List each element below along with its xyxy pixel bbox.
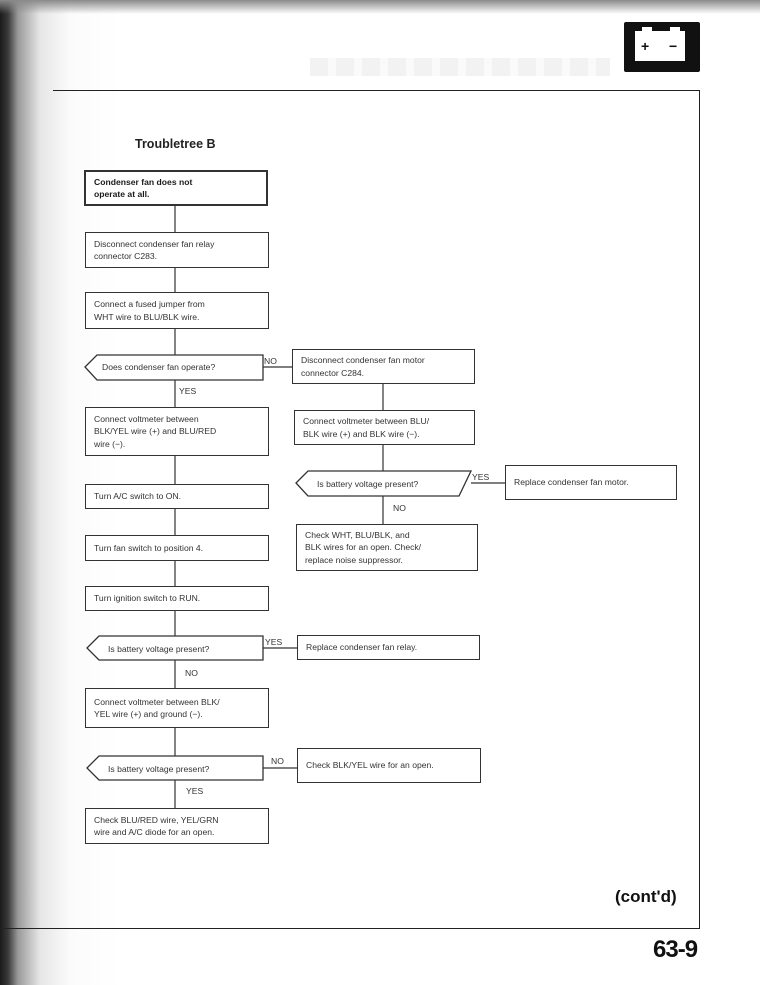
branch-label-no-battery-3: NO [393, 503, 406, 513]
start-symptom-text: Condenser fan does not operate at all. [94, 176, 193, 199]
step-connect-voltmeter-blkyel [85, 407, 269, 456]
step-turn-ignition-text: Turn ignition switch to RUN. [94, 593, 201, 604]
step-connect-jumper [85, 292, 269, 329]
step-turn-fan [85, 535, 269, 561]
step-turn-fan-text: Turn fan switch to position 4. [94, 542, 204, 553]
troubletree-title: Troubletree B [135, 137, 216, 151]
step-check-wht-text: Check WHT, BLU/BLK, and BLK wires for an open. Check/ replace noise suppressor. [305, 529, 422, 565]
step-check-blkyel [297, 748, 481, 783]
step-replace-relay-text: Replace condenser fan relay. [306, 642, 418, 653]
branch-label-yes-battery-3: YES [472, 472, 490, 482]
step-turn-ac [85, 484, 269, 509]
branch-label-no-fan: NO [264, 356, 277, 366]
question-battery-3: Is battery voltage present? [317, 479, 419, 489]
step-connect-voltmeter-ground-text: Connect voltmeter between BLK/ YEL wire (+) and ground (−). [94, 696, 220, 719]
step-connect-voltmeter-blkyel-text: Connect voltmeter between BLK/YEL wire (+) and BLU/RED wire (−). [94, 413, 217, 449]
branch-label-no-battery-1: NO [185, 668, 198, 678]
step-replace-relay [297, 635, 480, 660]
step-disconnect-motor-text: Disconnect condenser fan motor connector C284. [301, 355, 425, 378]
question-battery-2: Is battery voltage present? [108, 764, 210, 774]
branch-label-yes-battery-2: YES [186, 786, 204, 796]
step-disconnect-relay-text: Disconnect condenser fan relay connector C283. [94, 238, 215, 261]
step-replace-motor [505, 465, 677, 500]
step-connect-voltmeter-blublk-text: Connect voltmeter between BLU/ BLK wire (+) and BLK wire (−). [303, 416, 430, 439]
branch-label-yes-battery-1: YES [265, 637, 283, 647]
battery-minus-sign: − [669, 38, 678, 54]
step-connect-jumper-text: Connect a fused jumper from WHT wire to BLU/BLK wire. [94, 299, 205, 322]
branch-label-yes-fan: YES [179, 386, 197, 396]
question-battery-1: Is battery voltage present? [108, 644, 210, 654]
step-turn-ignition [85, 586, 269, 611]
step-turn-ac-text: Turn A/C switch to ON. [94, 491, 182, 502]
step-check-wht [296, 524, 478, 571]
step-check-blured-text: Check BLU/RED wire, YEL/GRN wire and A/C diode for an open. [94, 814, 219, 837]
page-number: 63-9 [653, 936, 698, 963]
step-replace-motor-text: Replace condenser fan motor. [514, 477, 629, 488]
branch-label-no-battery-2: NO [271, 756, 284, 766]
question-fan-operate: Does condenser fan operate? [102, 362, 216, 372]
continued-label: (cont'd) [615, 887, 677, 906]
step-disconnect-motor [292, 349, 475, 384]
step-disconnect-relay [85, 232, 269, 268]
step-connect-voltmeter-blublk [294, 410, 475, 445]
step-check-blured [85, 808, 269, 844]
battery-plus-sign: + [641, 38, 650, 54]
step-check-blkyel-text: Check BLK/YEL wire for an open. [306, 760, 434, 771]
step-connect-voltmeter-ground [85, 688, 269, 728]
start-symptom-box [84, 170, 268, 206]
